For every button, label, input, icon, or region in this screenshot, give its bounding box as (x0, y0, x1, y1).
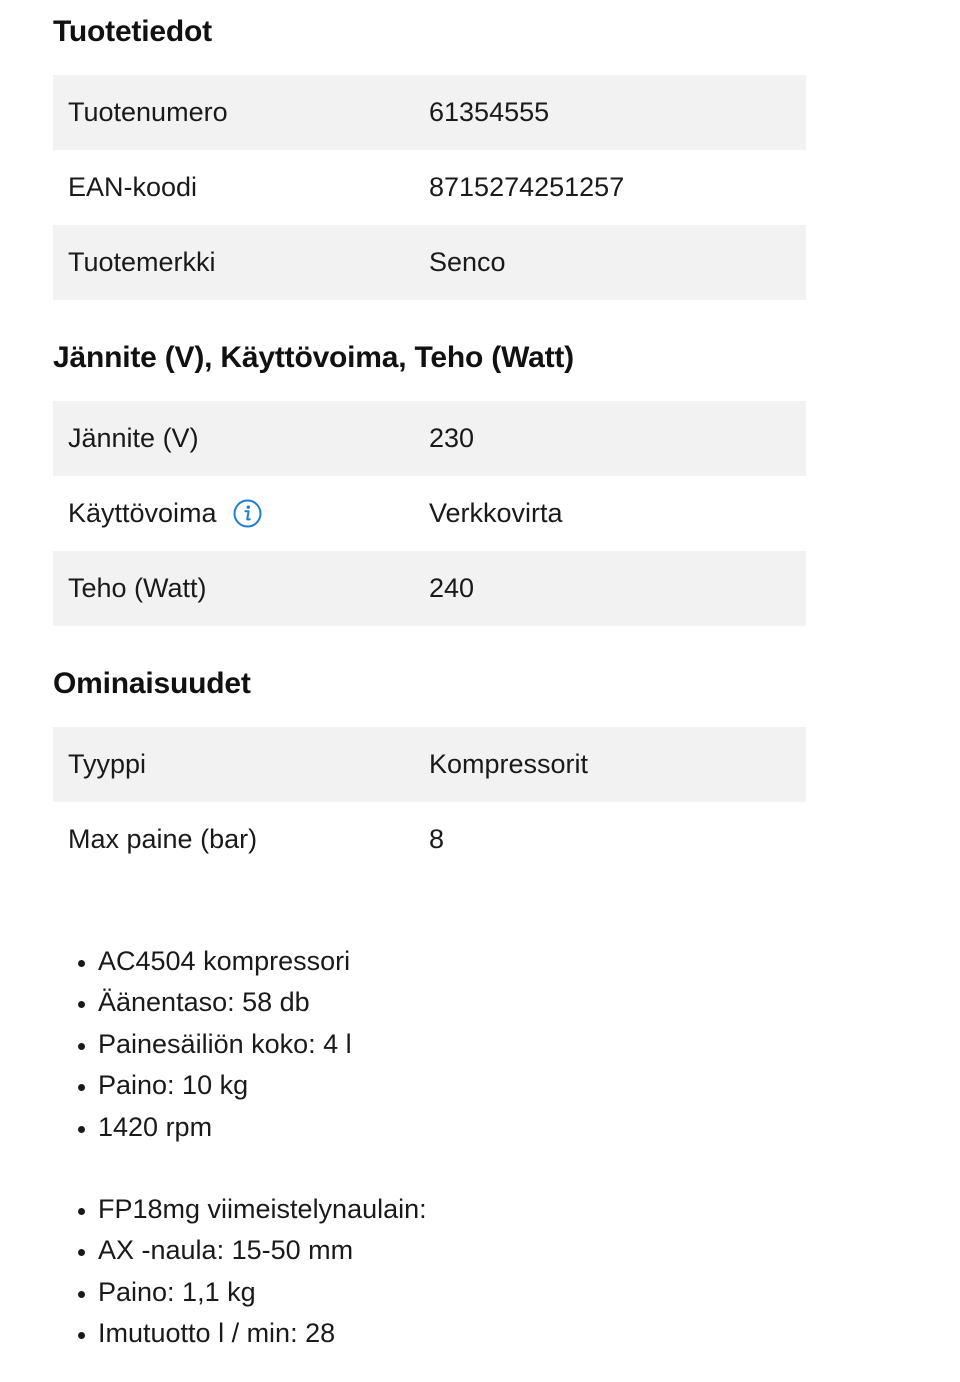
spec-row (53, 75, 806, 150)
spec-row (53, 476, 806, 551)
spec-value: Kompressorit (429, 749, 589, 779)
spec-label: EAN-koodi (68, 172, 198, 202)
spec-value: 8715274251257 (429, 172, 625, 202)
spec-value: 61354555 (429, 97, 550, 127)
list-item: • Paino: 1,1 kg (98, 1272, 806, 1313)
feature-list-nailer (53, 1189, 806, 1355)
spec-table-product-info (53, 75, 806, 300)
spec-value: Verkkovirta (429, 498, 563, 528)
spec-value: 8 (429, 824, 445, 854)
feature-list-compressor (53, 941, 806, 1148)
spec-row (53, 802, 806, 877)
spec-row (53, 727, 806, 802)
section-title-power: Jännite (V), Käyttövoima, Teho (Watt) (53, 341, 574, 374)
spec-value: 240 (429, 573, 475, 603)
spec-table-power (53, 401, 806, 626)
spec-label: Tuotenumero (68, 97, 228, 127)
section-title-features: Ominaisuudet (53, 667, 251, 700)
spec-row (53, 401, 806, 476)
spec-label-with-info (53, 498, 429, 529)
spec-label: Max paine (bar) (68, 824, 258, 854)
list-item: • Painesäiliön koko: 4 l (98, 1024, 806, 1065)
spec-label-text: Käyttövoima (68, 498, 217, 528)
list-item: • AX -naula: 15-50 mm (98, 1230, 806, 1271)
list-item: • FP18mg viimeistelynaulain: (98, 1189, 806, 1230)
list-item: • 1420 rpm (98, 1107, 806, 1148)
spec-row (53, 150, 806, 225)
list-item: • Paino: 10 kg (98, 1065, 806, 1106)
spec-label: Teho (Watt) (68, 573, 207, 603)
spec-row (53, 551, 806, 626)
spec-value: 230 (429, 423, 475, 453)
spec-value: Senco (429, 247, 506, 277)
spec-table-features (53, 727, 806, 877)
spec-label: Tuotemerkki (68, 247, 216, 277)
spec-label: Tyyppi (68, 749, 147, 779)
list-item: • AC4504 kompressori (98, 941, 806, 982)
spec-label: Jännite (V) (68, 423, 199, 453)
info-circle-icon[interactable] (233, 499, 262, 528)
spec-row (53, 225, 806, 300)
product-details (53, 0, 806, 1355)
section-title-product-info: Tuotetiedot (53, 15, 212, 48)
list-item: • Imutuotto l / min: 28 (98, 1313, 806, 1354)
list-item: • Äänentaso: 58 db (98, 982, 806, 1023)
